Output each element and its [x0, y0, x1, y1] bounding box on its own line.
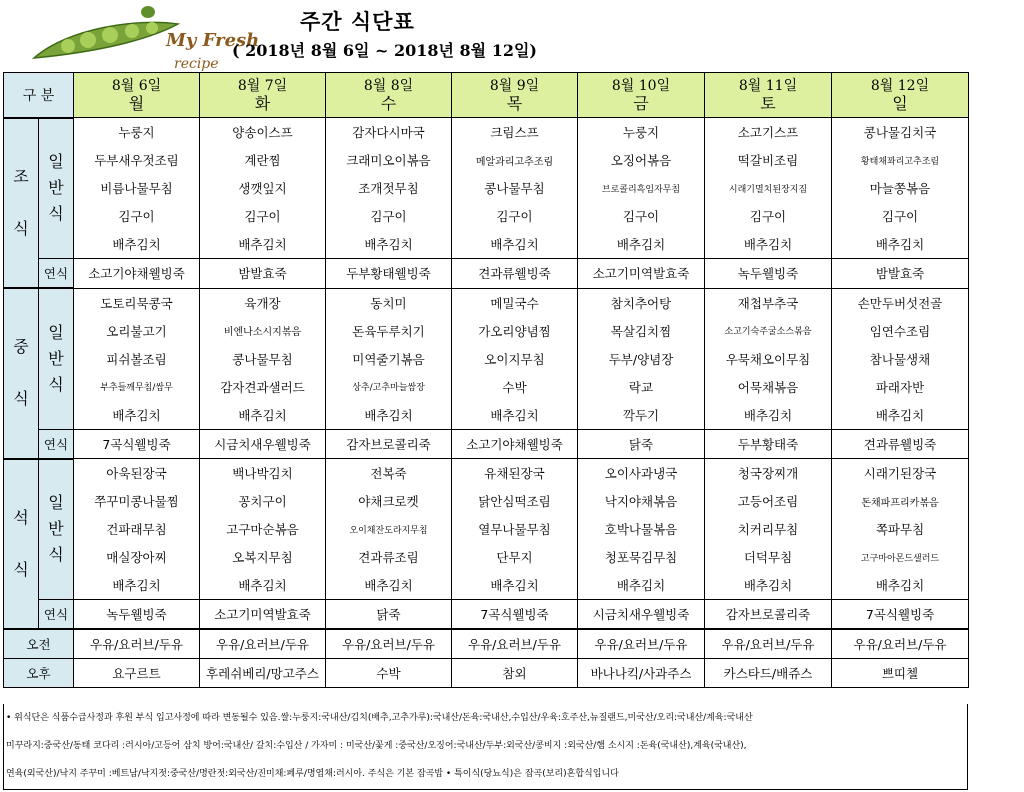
- meal-type: 일 반 식: [39, 118, 74, 259]
- menu-item: 백나박김치: [200, 459, 326, 488]
- menu-item: 오징어볶음: [578, 146, 705, 174]
- menu-item: 시래기된장국: [832, 459, 969, 488]
- table-row: [4, 515, 969, 543]
- menu-item: 배추김치: [200, 230, 326, 259]
- menu-item: 배추김치: [326, 230, 452, 259]
- soft-diet-item: 7곡식웰빙죽: [452, 600, 578, 630]
- meal-type: 일 반 식: [39, 288, 74, 429]
- menu-item: 김구이: [326, 202, 452, 230]
- menu-item: 감자다시마국: [326, 118, 452, 147]
- menu-item: 우묵채오이무침: [705, 345, 832, 373]
- soft-diet-item: 소고기야채웰빙죽: [74, 259, 200, 289]
- menu-item: 미역줄기볶음: [326, 345, 452, 373]
- menu-item: 황태채꽈리고추조림: [832, 146, 969, 174]
- menu-item: 조개젓무침: [326, 174, 452, 202]
- table-row: [4, 543, 969, 571]
- menu-item: 감자견과샐러드: [200, 373, 326, 401]
- menu-item: 고등어조림: [705, 487, 832, 515]
- table-row: [4, 288, 969, 317]
- menu-item: 파래자반: [832, 373, 969, 401]
- soft-diet-item: 소고기야채웰빙죽: [452, 429, 578, 459]
- menu-item: 배추김치: [74, 571, 200, 600]
- menu-item: 콩나물무침: [452, 174, 578, 202]
- menu-item: 고구마아몬드샐러드: [832, 543, 969, 571]
- day-date: 8월 9일: [489, 78, 540, 94]
- soft-diet-item: 시금치새우웰빙죽: [200, 429, 326, 459]
- table-row: [4, 202, 969, 230]
- day-header: [578, 73, 705, 118]
- menu-item: 소고기스프: [705, 118, 832, 147]
- snack-item: 바나나킥/사과주스: [578, 659, 705, 688]
- day-header: [452, 73, 578, 118]
- soft-diet-row: [4, 429, 969, 459]
- menu-item: 오리불고기: [74, 317, 200, 345]
- snack-item: 우유/요러브/두유: [832, 629, 969, 659]
- snack-label: 오전: [4, 629, 74, 659]
- menu-item: 고구마순볶음: [200, 515, 326, 543]
- soft-diet-item: 닭죽: [326, 600, 452, 630]
- day-weekday: 수: [380, 94, 397, 113]
- menu-item: 야채크로켓: [326, 487, 452, 515]
- day-date: 8월 10일: [611, 78, 671, 94]
- weekly-menu-table: [3, 72, 969, 688]
- day-weekday: 토: [760, 94, 776, 113]
- meal-name: 조 식: [4, 118, 39, 289]
- menu-item: 닭안심떡조림: [452, 487, 578, 515]
- menu-item: 참치추어탕: [578, 288, 705, 317]
- menu-item: 마늘쫑볶음: [832, 174, 969, 202]
- table-row: [4, 459, 969, 488]
- snack-item: 우유/요러브/두유: [705, 629, 832, 659]
- soft-diet-item: 견과류웰빙죽: [832, 429, 969, 459]
- soft-diet-item: 견과류웰빙죽: [452, 259, 578, 289]
- soft-diet-item: 두부황태죽: [705, 429, 832, 459]
- soft-diet-label: 연식: [39, 600, 74, 630]
- menu-item: 치커리무침: [705, 515, 832, 543]
- menu-item: 김구이: [832, 202, 969, 230]
- soft-diet-item: 녹두웰빙죽: [705, 259, 832, 289]
- menu-item: 단무지: [452, 543, 578, 571]
- menu-item: 쭈꾸미콩나물찜: [74, 487, 200, 515]
- table-row: [4, 118, 969, 147]
- soft-diet-item: 7곡식웰빙죽: [832, 600, 969, 630]
- day-date: 8월 12일: [870, 78, 930, 94]
- menu-item: 어묵채볶음: [705, 373, 832, 401]
- menu-item: 배추김치: [832, 401, 969, 430]
- table-row: [4, 230, 969, 259]
- soft-diet-row: [4, 600, 969, 630]
- day-weekday: 화: [254, 94, 271, 113]
- soft-diet-item: 녹두웰빙죽: [74, 600, 200, 630]
- menu-item: 김구이: [578, 202, 705, 230]
- menu-item: 도토리묵콩국: [74, 288, 200, 317]
- menu-item: 호박나물볶음: [578, 515, 705, 543]
- menu-item: 유채된장국: [452, 459, 578, 488]
- soft-diet-item: 7곡식웰빙죽: [74, 429, 200, 459]
- day-date: 8월 6일: [111, 78, 162, 94]
- menu-item: 배추김치: [705, 401, 832, 430]
- menu-item: 목살김치찜: [578, 317, 705, 345]
- menu-item: 배추김치: [452, 571, 578, 600]
- day-date: 8월 7일: [237, 78, 288, 94]
- meal-name: 중 식: [4, 288, 39, 459]
- snack-item: 우유/요러브/두유: [326, 629, 452, 659]
- meal-type: 일 반 식: [39, 459, 74, 600]
- menu-item: 콩나물무침: [200, 345, 326, 373]
- menu-item: 돈육두루치기: [326, 317, 452, 345]
- menu-item: 배추김치: [705, 230, 832, 259]
- menu-item: 락교: [578, 373, 705, 401]
- menu-item: 메알과리고추조림: [452, 146, 578, 174]
- menu-item: 두부새우젓조림: [74, 146, 200, 174]
- menu-item: 두부/양념장: [578, 345, 705, 373]
- menu-item: 김구이: [200, 202, 326, 230]
- snack-item: 우유/요러브/두유: [74, 629, 200, 659]
- snack-item: 우유/요러브/두유: [200, 629, 326, 659]
- table-row: [4, 345, 969, 373]
- menu-item: 크림스프: [452, 118, 578, 147]
- menu-item: 배추김치: [326, 571, 452, 600]
- soft-diet-item: 감자브로콜리죽: [705, 600, 832, 630]
- menu-item: 배추김치: [578, 230, 705, 259]
- menu-item: 김구이: [74, 202, 200, 230]
- snack-item: 우유/요러브/두유: [452, 629, 578, 659]
- day-header: [326, 73, 452, 118]
- menu-item: 배추김치: [452, 401, 578, 430]
- date-range: ( 2018년 8월 6일 ~ 2018년 8월 12일): [232, 41, 538, 60]
- menu-item: 건파래무침: [74, 515, 200, 543]
- menu-item: 양송이스프: [200, 118, 326, 147]
- menu-item: 더덕무침: [705, 543, 832, 571]
- table-row: [4, 487, 969, 515]
- day-weekday: 금: [633, 94, 649, 113]
- table-row: [4, 317, 969, 345]
- menu-item: 배추김치: [326, 401, 452, 430]
- menu-item: 크래미오이볶음: [326, 146, 452, 174]
- menu-item: 배추김치: [832, 230, 969, 259]
- menu-item: 손만두버섯전골: [832, 288, 969, 317]
- menu-item: 꽁치구이: [200, 487, 326, 515]
- day-header: [832, 73, 969, 118]
- menu-item: 배추김치: [705, 571, 832, 600]
- menu-item: 참나물생채: [832, 345, 969, 373]
- note-line: 미꾸라지:중국산/동태 코다리 :러시아/고등어 삼치 방어:국내산/ 갈치:수입산 / 가자미 : 미국산/꽃게 :중국산/오징어:국내산/두부:외국산/콩비지 :외국산/햄 소시지 :돈육(국내산),계육(국내산),: [6, 741, 747, 751]
- menu-item: 김구이: [452, 202, 578, 230]
- table-row: [4, 571, 969, 600]
- menu-item: 가오리양념찜: [452, 317, 578, 345]
- menu-item: 매실장아찌: [74, 543, 200, 571]
- menu-item: 깍두기: [578, 401, 705, 430]
- menu-item: 배추김치: [832, 571, 969, 600]
- menu-item: 배추김치: [74, 401, 200, 430]
- menu-item: 청포묵김무침: [578, 543, 705, 571]
- menu-item: 생깻잎지: [200, 174, 326, 202]
- snack-item: 요구르트: [74, 659, 200, 688]
- soft-diet-item: 소고기미역발효죽: [578, 259, 705, 289]
- soft-diet-item: 소고기미역발효죽: [200, 600, 326, 630]
- menu-item: 시래기멸치된장지짐: [705, 174, 832, 202]
- menu-item: 육개장: [200, 288, 326, 317]
- menu-item: 열무나물무침: [452, 515, 578, 543]
- soft-diet-item: 두부황태웰빙죽: [326, 259, 452, 289]
- menu-item: 소고기숙주굴소스볶음: [705, 317, 832, 345]
- menu-item: 계란찜: [200, 146, 326, 174]
- table-row: [4, 146, 969, 174]
- menu-item: 배추김치: [578, 571, 705, 600]
- menu-item: 배추김치: [200, 571, 326, 600]
- menu-item: 떡갈비조림: [705, 146, 832, 174]
- menu-item: 김구이: [705, 202, 832, 230]
- meal-name: 석 식: [4, 459, 39, 630]
- menu-item: 누룽지: [578, 118, 705, 147]
- menu-item: 청국장찌개: [705, 459, 832, 488]
- logo-sub-text: recipe: [174, 56, 219, 72]
- snack-item: 쁘띠첼: [832, 659, 969, 688]
- menu-item: 수박: [452, 373, 578, 401]
- day-weekday: 일: [892, 94, 908, 113]
- menu-item: 견과류조림: [326, 543, 452, 571]
- note-line: • 위식단은 식품수급사정과 후원 부식 입고사정에 따라 변동될수 있음.쌀:누룽지:국내산/김치(배추,고추가루):국내산/돈육:국내산,수입산/우육:호주산,뉴질랜드,미국산/오리:국내산/계육:국내산: [6, 713, 753, 723]
- snack-item: 후레쉬베리/망고주스: [200, 659, 326, 688]
- page-title: 주간 식단표: [300, 9, 415, 34]
- table-row: [4, 373, 969, 401]
- menu-item: 임연수조림: [832, 317, 969, 345]
- table-row: [4, 401, 969, 430]
- menu-item: 돈채파프리카볶음: [832, 487, 969, 515]
- menu-item: 배추김치: [74, 230, 200, 259]
- day-header: [705, 73, 832, 118]
- day-weekday: 목: [506, 94, 523, 113]
- menu-item: 배추김치: [200, 401, 326, 430]
- day-weekday: 월: [128, 94, 145, 113]
- note-line: 연육(외국산)/낙지 주꾸미 :베트남/낙지젓:중국산/명란젓:외국산/진미채:페루/명엽채:러시아. 주식은 기본 잡곡밥 • 특이식(당뇨식)은 잡곡(보리)혼합식입니다: [6, 769, 619, 779]
- menu-item: 낙지야채볶음: [578, 487, 705, 515]
- soft-diet-item: 밤발효죽: [200, 259, 326, 289]
- menu-item: 오이사과냉국: [578, 459, 705, 488]
- header: [0, 0, 1000, 72]
- menu-item: 전복죽: [326, 459, 452, 488]
- snack-item: 수박: [326, 659, 452, 688]
- category-header: 구 분: [4, 73, 74, 118]
- snack-label: 오후: [4, 659, 74, 688]
- menu-item: 오이채잔도라지무침: [326, 515, 452, 543]
- day-header: [200, 73, 326, 118]
- menu-item: 비름나물무침: [74, 174, 200, 202]
- menu-item: 피쉬볼조림: [74, 345, 200, 373]
- snack-item: 카스타드/배쥬스: [705, 659, 832, 688]
- snack-item: 참외: [452, 659, 578, 688]
- menu-item: 메밀국수: [452, 288, 578, 317]
- soft-diet-item: 감자브로콜리죽: [326, 429, 452, 459]
- table-row: [4, 174, 969, 202]
- soft-diet-item: 밤발효죽: [832, 259, 969, 289]
- menu-item: 브로콜리흑임자무침: [578, 174, 705, 202]
- snack-row: [4, 659, 969, 688]
- notes-footer: [3, 704, 968, 790]
- day-header: [74, 73, 200, 118]
- menu-item: 배추김치: [452, 230, 578, 259]
- menu-item: 재첩부추국: [705, 288, 832, 317]
- menu-item: 콩나물김치국: [832, 118, 969, 147]
- day-date: 8월 11일: [738, 78, 798, 94]
- logo-main-text: My Fresh: [166, 30, 260, 51]
- menu-item: 누룽지: [74, 118, 200, 147]
- menu-item: 동치미: [326, 288, 452, 317]
- day-date: 8월 8일: [363, 78, 414, 94]
- soft-diet-item: 닭죽: [578, 429, 705, 459]
- menu-item: 상추/고추마늘쌈장: [326, 373, 452, 401]
- menu-item: 쪽파무침: [832, 515, 969, 543]
- menu-item: 오이지무침: [452, 345, 578, 373]
- snack-item: 우유/요러브/두유: [578, 629, 705, 659]
- soft-diet-row: [4, 259, 969, 289]
- menu-item: 아욱된장국: [74, 459, 200, 488]
- menu-item: 비엔나소시지볶음: [200, 317, 326, 345]
- menu-item: 오복지무침: [200, 543, 326, 571]
- soft-diet-item: 시금치새우웰빙죽: [578, 600, 705, 630]
- soft-diet-label: 연식: [39, 259, 74, 289]
- snack-row: [4, 629, 969, 659]
- menu-item: 부추들깨무침/쌈무: [74, 373, 200, 401]
- pea-pod-logo: [28, 0, 268, 72]
- soft-diet-label: 연식: [39, 429, 74, 459]
